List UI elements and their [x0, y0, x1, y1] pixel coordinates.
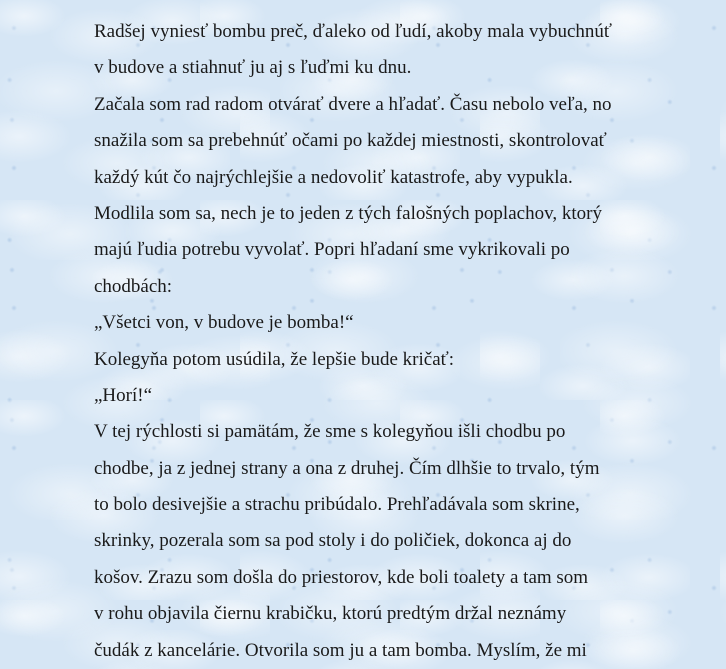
- text-line: to bolo desivejšie a strachu pribúdalo. Prehľadávala som skrine,: [94, 494, 580, 516]
- text-line: Začala som rad radom otvárať dvere a hľadať. Času nebolo veľa, no: [94, 93, 612, 115]
- text-line: majú ľudia potrebu vyvolať. Popri hľadaní sme vykrikovali po: [94, 239, 570, 261]
- text-line: v budove a stiahnuť ju aj s ľuďmi ku dnu.: [94, 57, 412, 79]
- text-line: chodbách:: [94, 275, 173, 297]
- text-line: chodbe, ja z jednej strany a ona z druhej. Čím dlhšie to trvalo, tým: [94, 457, 600, 479]
- text-line: Modlila som sa, nech je to jeden z tých falošných poplachov, ktorý: [94, 202, 602, 224]
- text-line: V tej rýchlosti si pamätám, že sme s kolegyňou išli chodbu po: [94, 421, 566, 443]
- text-line: Kolegyňa potom usúdila, že lepšie bude kričať:: [94, 348, 455, 370]
- text-line: „Horí!“: [94, 384, 153, 406]
- text-line: skrinky, pozerala som sa pod stoly i do poličiek, dokonca aj do: [94, 530, 572, 552]
- text-line: v rohu objavila čiernu krabičku, ktorú predtým držal neznámy: [94, 603, 567, 625]
- text-line: čudák z kancelárie. Otvorila som ju a tam bomba. Myslím, že mi: [94, 639, 587, 661]
- text-line: košov. Zrazu som došla do priestorov, kde boli toalety a tam som: [94, 566, 589, 588]
- text-line: snažila som sa prebehnúť očami po každej miestnosti, skontrolovať: [94, 130, 607, 152]
- text-line: Radšej vyniesť bombu preč, ďaleko od ľudí, akoby mala vybuchnúť: [94, 21, 612, 42]
- text-line: „Všetci von, v budove je bomba!“: [94, 312, 354, 334]
- story-text: [94, 14, 694, 669]
- text-line: každý kút čo najrýchlejšie a nedovoliť katastrofe, aby vypukla.: [94, 166, 573, 188]
